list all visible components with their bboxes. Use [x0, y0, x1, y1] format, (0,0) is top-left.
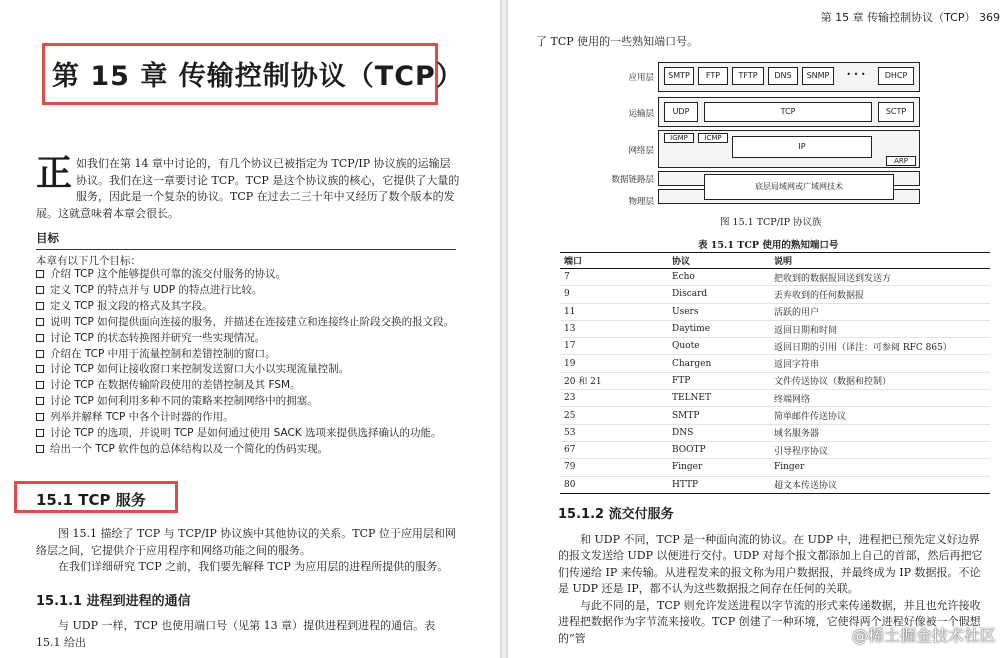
checkbox-bullet-icon	[36, 350, 44, 358]
protocol-arp: ARP	[886, 156, 916, 166]
well-known-ports-table	[560, 252, 990, 494]
layer-label-network: 网络层	[628, 146, 654, 156]
goals-list	[36, 267, 460, 458]
table-row: 19 Chargen 返回字符串	[560, 355, 990, 372]
goal-item: 定义 TCP 报文段的格式及其字段。	[36, 299, 460, 315]
checkbox-bullet-icon	[36, 381, 44, 389]
lan-wan-technology-box: 底层局域网或广域网技术	[704, 174, 894, 200]
table-row: 67 BOOTP 引导程序协议	[560, 441, 990, 458]
stream-delivery-paragraph: 与此不同的是，TCP 则允许发送进程以字节流的形式来传递数据，并且也允许接收进程把数据作为字节流来接收。TCP 创建了一种环境，它使得两个进程好像被一个假想的“管	[558, 599, 981, 645]
column-header-protocol: 协议	[668, 253, 770, 269]
table-row: 53 DNS 域名服务器	[560, 424, 990, 441]
intro-dropcap: 正	[36, 152, 73, 194]
layer-label-transport: 运输层	[628, 109, 654, 119]
goal-item: 讨论 TCP 的选项，并说明 TCP 是如何通过使用 SACK 选项来提供选择确认的功能。	[36, 426, 460, 442]
goal-item: 讨论 TCP 在数据传输阶段使用的差错控制及其 FSM。	[36, 378, 460, 394]
figure-caption: 图 15.1 TCP/IP 协议族	[720, 217, 822, 228]
protocol-snmp: SNMP	[802, 67, 834, 85]
running-head: 第 15 章 传输控制协议（TCP） 369	[820, 11, 1000, 24]
intro-paragraph	[36, 152, 460, 222]
protocol-udp: UDP	[664, 102, 698, 122]
table-row: 80 HTTP 超文本传送协议	[560, 476, 990, 493]
subsection-paragraph: 与 UDP 一样，TCP 也使用端口号（见第 13 章）提供进程到进程的通信。表 15.1 给出	[36, 619, 436, 649]
tcp-ip-protocol-suite-diagram	[608, 60, 928, 210]
checkbox-bullet-icon	[36, 318, 44, 326]
protocol-tcp: TCP	[704, 102, 872, 122]
table-row: 9 Discard 丢弃收到的任何数据报	[560, 286, 990, 303]
checkbox-bullet-icon	[36, 413, 44, 421]
protocol-igmp: IGMP	[664, 133, 694, 143]
section-paragraph: 在我们详细研究 TCP 之前，我们要先解释 TCP 为应用层的进程所提供的服务。	[58, 560, 449, 573]
goal-item: 讨论 TCP 如何让接收窗口来控制发送窗口大小以实现流量控制。	[36, 362, 460, 378]
column-header-port: 端口	[560, 253, 668, 269]
checkbox-bullet-icon	[36, 270, 44, 278]
protocol-dns: DNS	[768, 67, 798, 85]
protocol-smtp: SMTP	[664, 67, 694, 85]
table-row: 13 Daytime 返回日期和时间	[560, 320, 990, 337]
protocol-tftp: TFTP	[732, 67, 764, 85]
goal-item: 讨论 TCP 如何利用多种不同的策略来控制网络中的拥塞。	[36, 394, 460, 410]
protocol-icmp: ICMP	[698, 133, 728, 143]
checkbox-bullet-icon	[36, 286, 44, 294]
lead-text: 了 TCP 使用的一些熟知端口号。	[536, 35, 699, 48]
layer-label-datalink: 数据链路层	[611, 175, 654, 185]
table-row: 79 Finger Finger	[560, 459, 990, 476]
goal-item: 讨论 TCP 的状态转换图并研究一些实现情况。	[36, 331, 460, 347]
checkbox-bullet-icon	[36, 365, 44, 373]
protocol-sctp: SCTP	[878, 102, 914, 122]
table-header-row	[560, 253, 990, 269]
protocol-ellipsis: • • •	[846, 70, 866, 79]
intro-text: 如我们在第 14 章中讨论的，有几个协议已被指定为 TCP/IP 协议族的运输层协议。我们在这一章要讨论 TCP。TCP 是这个协议族的核心，它提供了大量的服务，因此是一个复杂的协议。TCP 在过去二三十年中又经历了数个版本的发展。这就意味着本章会很长。	[36, 157, 460, 220]
table-row: 17 Quote 返回日期的引用（译注：可参阅 RFC 865）	[560, 338, 990, 355]
table-row: 7 Echo 把收到的数据报回送到发送方	[560, 269, 990, 286]
book-gutter	[500, 0, 508, 658]
goal-item: 说明 TCP 如何提供面向连接的服务，并描述在连接建立和连接终止阶段交换的报文段。	[36, 315, 460, 331]
protocol-ip: IP	[732, 136, 872, 158]
section-paragraph: 图 15.1 描绘了 TCP 与 TCP/IP 协议族中其他协议的关系。TCP 位于应用层和网络层之间，它提供介于应用程序和网络功能之间的服务。	[36, 527, 456, 557]
checkbox-bullet-icon	[36, 429, 44, 437]
watermark: @稀土掘金技术社区	[851, 626, 996, 645]
table-row: 11 Users 活跃的用户	[560, 303, 990, 320]
goal-item: 给出一个 TCP 软件包的总体结构以及一个简化的伪码实现。	[36, 442, 460, 458]
protocol-ftp: FTP	[698, 67, 728, 85]
table-caption: 表 15.1 TCP 使用的熟知端口号	[698, 240, 839, 251]
column-header-description: 说明	[770, 253, 990, 269]
chapter-title: 第 15 章 传输控制协议（TCP）	[52, 61, 464, 92]
layer-label-physical: 物理层	[628, 197, 654, 207]
goal-item: 介绍 TCP 这个能够提供可靠的流交付服务的协议。	[36, 267, 460, 283]
checkbox-bullet-icon	[36, 334, 44, 342]
goal-item: 介绍在 TCP 中用于流量控制和差错控制的窗口。	[36, 347, 460, 363]
goal-item: 列举并解释 TCP 中各个计时器的作用。	[36, 410, 460, 426]
subsection-title: 15.1.1 进程到进程的通信	[36, 594, 191, 609]
table-row: 25 SMTP 简单邮件传送协议	[560, 407, 990, 424]
checkbox-bullet-icon	[36, 302, 44, 310]
checkbox-bullet-icon	[36, 397, 44, 405]
protocol-dhcp: DHCP	[878, 67, 914, 85]
stream-delivery-paragraph: 和 UDP 不同，TCP 是一种面向流的协议。在 UDP 中，进程把已预先定义好边界的报文发送给 UDP 以便进行交付。UDP 对每个报文都添加上自己的首部，然后再把它们传递给 IP 来传输。从进程发来的报文称为用户数据报，并最终成为 IP 数据报。不论是 UDP 还是 IP，都不认为这些数据报之间存在任何的关联。	[558, 533, 983, 596]
checkbox-bullet-icon	[36, 445, 44, 453]
goals-heading: 目标	[36, 230, 456, 250]
section-title: 15.1 TCP 服务	[36, 491, 146, 509]
table-row: 23 TELNET 终端网络	[560, 390, 990, 407]
subsection-title: 15.1.2 流交付服务	[558, 507, 674, 522]
layer-label-application: 应用层	[628, 73, 654, 83]
left-page	[0, 0, 500, 658]
table-row: 20 和 21 FTP 文件传送协议（数据和控制）	[560, 372, 990, 389]
right-page	[508, 0, 1008, 658]
goals-lead: 本章有以下几个目标：	[36, 255, 141, 267]
goal-item: 定义 TCP 的特点并与 UDP 的特点进行比较。	[36, 283, 460, 299]
